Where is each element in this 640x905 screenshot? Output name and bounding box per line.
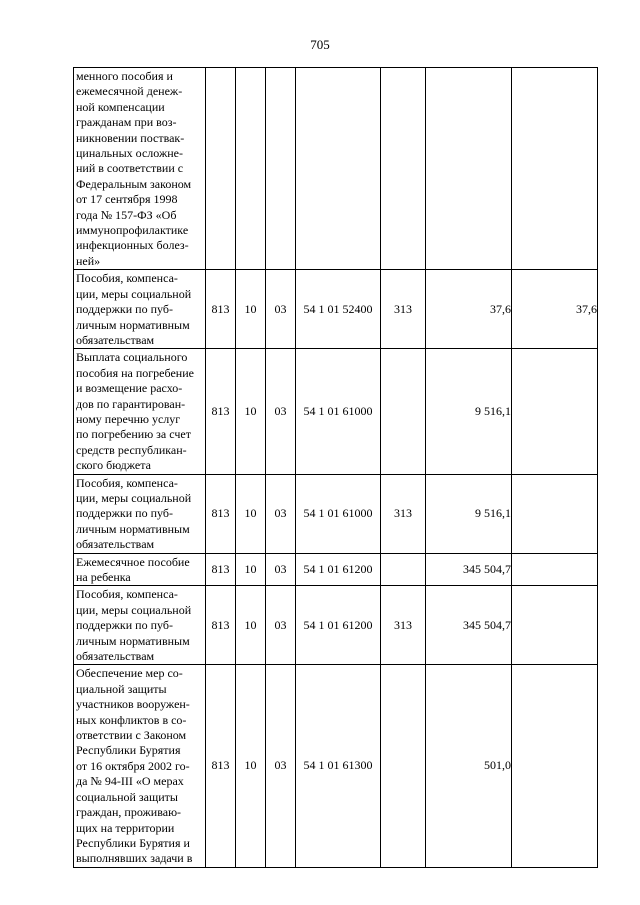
- description-line: социальной защиты: [76, 789, 178, 804]
- amount-cell: 345 504,7: [426, 586, 512, 665]
- description-line: инфекционных болез-: [76, 238, 189, 253]
- row-description: [74, 474, 206, 553]
- description-line: пособия на погребение: [76, 365, 194, 380]
- ministry-code-cell: 813: [206, 349, 236, 474]
- description-line: менного пособия и: [76, 69, 173, 83]
- subsection-code-cell: 03: [266, 349, 296, 474]
- target-article-cell: 54 1 01 61300: [296, 665, 381, 867]
- description-line: поддержки по пуб-: [76, 302, 173, 317]
- expense-type-cell: 313: [381, 270, 426, 349]
- row-description: [74, 68, 206, 270]
- description-line: по погребению за счет: [76, 427, 191, 442]
- table-row: [74, 270, 598, 349]
- description-line: щих на территории: [76, 820, 175, 835]
- row-description: [74, 349, 206, 474]
- table-row: [74, 349, 598, 474]
- target-article-cell: 54 1 01 61200: [296, 586, 381, 665]
- amount-secondary-cell: [512, 349, 598, 474]
- description-line: гражданам при воз-: [76, 115, 177, 130]
- amount-cell: [426, 68, 512, 270]
- description-line: личным нормативным: [76, 633, 190, 648]
- description-line: граждан, проживаю-: [76, 805, 182, 820]
- target-article-cell: 54 1 01 52400: [296, 270, 381, 349]
- table-row: [74, 665, 598, 867]
- section-code-cell: [236, 68, 266, 270]
- section-code-cell: 10: [236, 586, 266, 665]
- description-line: Обеспечение мер со-: [76, 666, 183, 681]
- target-article-cell: 54 1 01 61000: [296, 474, 381, 553]
- section-code-cell: 10: [236, 270, 266, 349]
- description-line: ции, меры социальной: [76, 286, 192, 301]
- description-line: Республики Бурятия: [76, 743, 181, 758]
- description-line: средств республикан-: [76, 442, 187, 457]
- description-line: поддержки по пуб-: [76, 618, 173, 633]
- description-line: ответствии с Законом: [76, 728, 187, 743]
- description-line: Ежемесячное пособие: [76, 554, 190, 569]
- description-line: цинальных осложне-: [76, 146, 183, 161]
- expense-type-cell: 313: [381, 586, 426, 665]
- description-line: дов по гарантирован-: [76, 396, 186, 411]
- expense-type-cell: [381, 553, 426, 586]
- amount-cell: 37,6: [426, 270, 512, 349]
- ministry-code-cell: 813: [206, 553, 236, 586]
- amount-secondary-cell: [512, 68, 598, 270]
- description-line: ной компенсации: [76, 99, 165, 114]
- amount-secondary-cell: [512, 665, 598, 867]
- row-description: [74, 665, 206, 867]
- amount-secondary-cell: 37,6: [512, 270, 598, 349]
- description-line: участников вооружен-: [76, 697, 190, 712]
- description-line: обязательствам: [76, 537, 155, 552]
- ministry-code-cell: [206, 68, 236, 270]
- subsection-code-cell: 03: [266, 553, 296, 586]
- amount-secondary-cell: [512, 553, 598, 586]
- description-line: от 17 сентября 1998: [76, 192, 178, 207]
- target-article-cell: [296, 68, 381, 270]
- amount-cell: 501,0: [426, 665, 512, 867]
- ministry-code-cell: 813: [206, 586, 236, 665]
- description-line: личным нормативным: [76, 317, 190, 332]
- description-line: да № 94-III «О мерах: [76, 774, 184, 789]
- description-line: обязательствам: [76, 649, 155, 664]
- section-code-cell: 10: [236, 553, 266, 586]
- table-row: [74, 586, 598, 665]
- description-line: ных конфликтов в со-: [76, 712, 187, 727]
- expense-type-cell: [381, 349, 426, 474]
- section-code-cell: 10: [236, 474, 266, 553]
- table-row: [74, 474, 598, 553]
- amount-cell: 9 516,1: [426, 349, 512, 474]
- description-line: года № 157-ФЗ «Об: [76, 207, 177, 222]
- page-number: 705: [310, 37, 330, 52]
- description-line: ции, меры социальной: [76, 490, 192, 505]
- expense-type-cell: [381, 665, 426, 867]
- description-line: Выплата социального: [76, 350, 188, 365]
- description-line: от 16 октября 2002 го-: [76, 758, 190, 773]
- description-line: поддержки по пуб-: [76, 506, 173, 521]
- amount-cell: 345 504,7: [426, 553, 512, 586]
- expense-type-cell: [381, 68, 426, 270]
- description-line: ции, меры социальной: [76, 602, 192, 617]
- subsection-code-cell: 03: [266, 270, 296, 349]
- amount-cell: 9 516,1: [426, 474, 512, 553]
- row-description: [74, 553, 206, 586]
- target-article-cell: 54 1 01 61200: [296, 553, 381, 586]
- section-code-cell: 10: [236, 349, 266, 474]
- description-line: ского бюджета: [76, 458, 151, 473]
- description-line: обязательствам: [76, 332, 155, 347]
- section-code-cell: 10: [236, 665, 266, 867]
- description-line: выполнявших задачи в: [76, 851, 193, 866]
- description-line: ежемесячной денеж-: [76, 84, 183, 99]
- description-line: ному перечню услуг: [76, 411, 181, 426]
- ministry-code-cell: 813: [206, 665, 236, 867]
- description-line: Пособия, компенса-: [76, 475, 178, 490]
- description-line: Федеральным законом: [76, 176, 192, 191]
- ministry-code-cell: 813: [206, 270, 236, 349]
- target-article-cell: 54 1 01 61000: [296, 349, 381, 474]
- amount-secondary-cell: [512, 474, 598, 553]
- description-line: Пособия, компенса-: [76, 271, 178, 286]
- subsection-code-cell: 03: [266, 586, 296, 665]
- expense-type-cell: 313: [381, 474, 426, 553]
- description-line: циальной защиты: [76, 681, 167, 696]
- description-line: ний в соответствии с: [76, 161, 184, 176]
- budget-table: [73, 67, 598, 868]
- subsection-code-cell: 03: [266, 665, 296, 867]
- row-description: [74, 586, 206, 665]
- table-row: [74, 553, 598, 586]
- description-line: и возмещение расхо-: [76, 381, 183, 396]
- row-description: [74, 270, 206, 349]
- table-row: [74, 68, 598, 270]
- amount-secondary-cell: [512, 586, 598, 665]
- description-line: Республики Бурятия и: [76, 835, 190, 850]
- description-line: на ребенка: [76, 570, 131, 584]
- description-line: Пособия, компенса-: [76, 587, 178, 602]
- subsection-code-cell: 03: [266, 474, 296, 553]
- ministry-code-cell: 813: [206, 474, 236, 553]
- description-line: иммунопрофилактике: [76, 223, 189, 238]
- description-line: ней»: [76, 253, 101, 268]
- description-line: личным нормативным: [76, 521, 190, 536]
- subsection-code-cell: [266, 68, 296, 270]
- description-line: никновении поствак-: [76, 130, 185, 145]
